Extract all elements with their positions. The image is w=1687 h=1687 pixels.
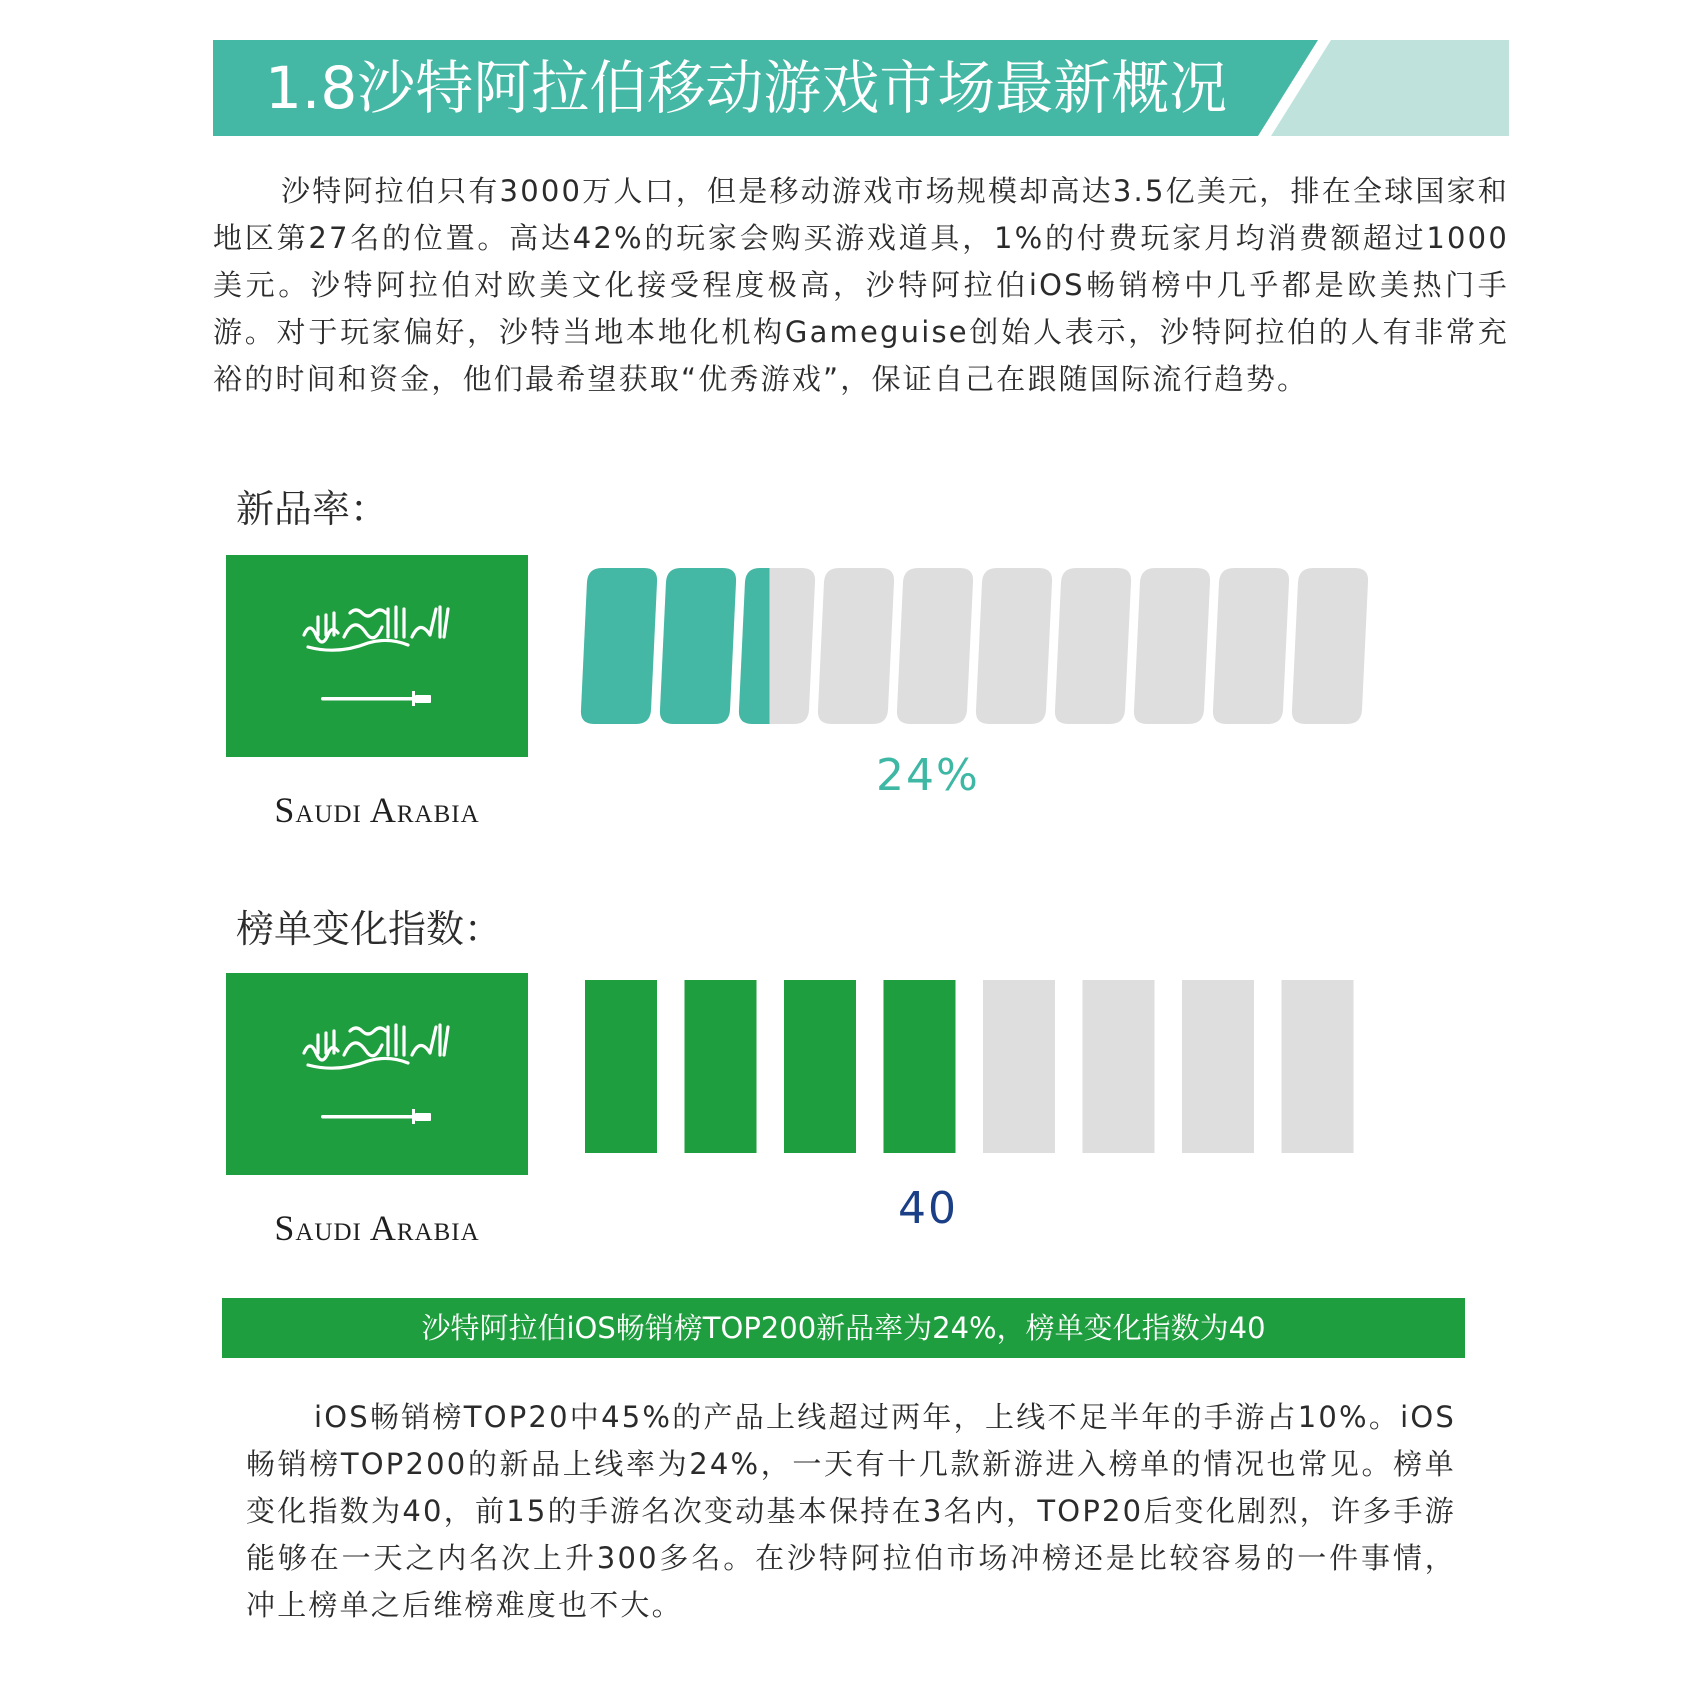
country-label: Saudi Arabia <box>274 1208 480 1248</box>
new-rate-segment <box>1055 568 1131 724</box>
change-index-label: 榜单变化指数： <box>236 907 503 951</box>
change-index-segment-filled <box>685 980 757 1153</box>
saudi-flag-icon <box>226 973 528 1175</box>
section-header-banner <box>213 40 1509 136</box>
change-index-segment-empty <box>1083 980 1155 1153</box>
page-title: 1.8沙特阿拉伯移动游戏市场最新概况 <box>265 54 1228 122</box>
new-rate-segment <box>897 568 973 724</box>
change-index-segment-empty <box>1282 980 1354 1153</box>
change-index-segment-filled <box>585 980 657 1153</box>
change-index-segment-empty <box>1182 980 1254 1153</box>
change-index-gauge <box>585 980 1365 1155</box>
change-index-segment-filled <box>784 980 856 1153</box>
flag-emblem <box>226 973 528 1175</box>
change-index-segment-empty <box>983 980 1055 1153</box>
intro-paragraph-text: 沙特阿拉伯只有3000万人口，但是移动游戏市场规模却高达3.5亿美元，排在全球国家和地区第27名的位置。高达42%的玩家会购买游戏道具，1%的付费玩家月均消费额超过1000美元。沙特阿拉伯对欧美文化接受程度极高，沙特阿拉伯iOS畅销榜中几乎都是欧美热门手游。对于玩家偏好，沙特当地本地化机构Gameguise创始人表示，沙特阿拉伯的人有非常充裕的时间和资金，他们最希望获取“优秀游戏”，保证自己在跟随国际流行趋势。 <box>213 174 1509 396</box>
new-rate-segment <box>818 568 894 724</box>
summary-banner: 沙特阿拉伯iOS畅销榜TOP200新品率为24%，榜单变化指数为40 <box>222 1298 1465 1358</box>
country-label: Saudi Arabia <box>274 790 480 830</box>
new-rate-label: 新品率： <box>236 487 389 531</box>
intro-paragraph <box>213 168 1509 403</box>
saudi-flag-icon <box>226 555 528 757</box>
new-rate-segment <box>1213 568 1289 724</box>
new-rate-segment-fill <box>660 568 736 724</box>
new-rate-segment <box>1292 568 1368 724</box>
new-rate-segment-fill <box>581 568 657 724</box>
analysis-paragraph <box>246 1394 1456 1629</box>
new-rate-value: 24% <box>876 750 980 801</box>
new-rate-gauge <box>580 565 1380 727</box>
flag-emblem <box>226 555 528 757</box>
change-index-segment-filled <box>884 980 956 1153</box>
change-index-value: 40 <box>898 1183 958 1234</box>
new-rate-segment <box>1134 568 1210 724</box>
analysis-paragraph-text: iOS畅销榜TOP20中45%的产品上线超过两年，上线不足半年的手游占10%。iOS畅销榜TOP200的新品上线率为24%，一天有十几款新游进入榜单的情况也常见。榜单变化指数为40，前15的手游名次变动基本保持在3名内，TOP20后变化剧烈，许多手游能够在一天之内名次上升300多名。在沙特阿拉伯市场冲榜还是比较容易的一件事情，冲上榜单之后维榜难度也不大。 <box>246 1400 1456 1622</box>
new-rate-segment <box>976 568 1052 724</box>
